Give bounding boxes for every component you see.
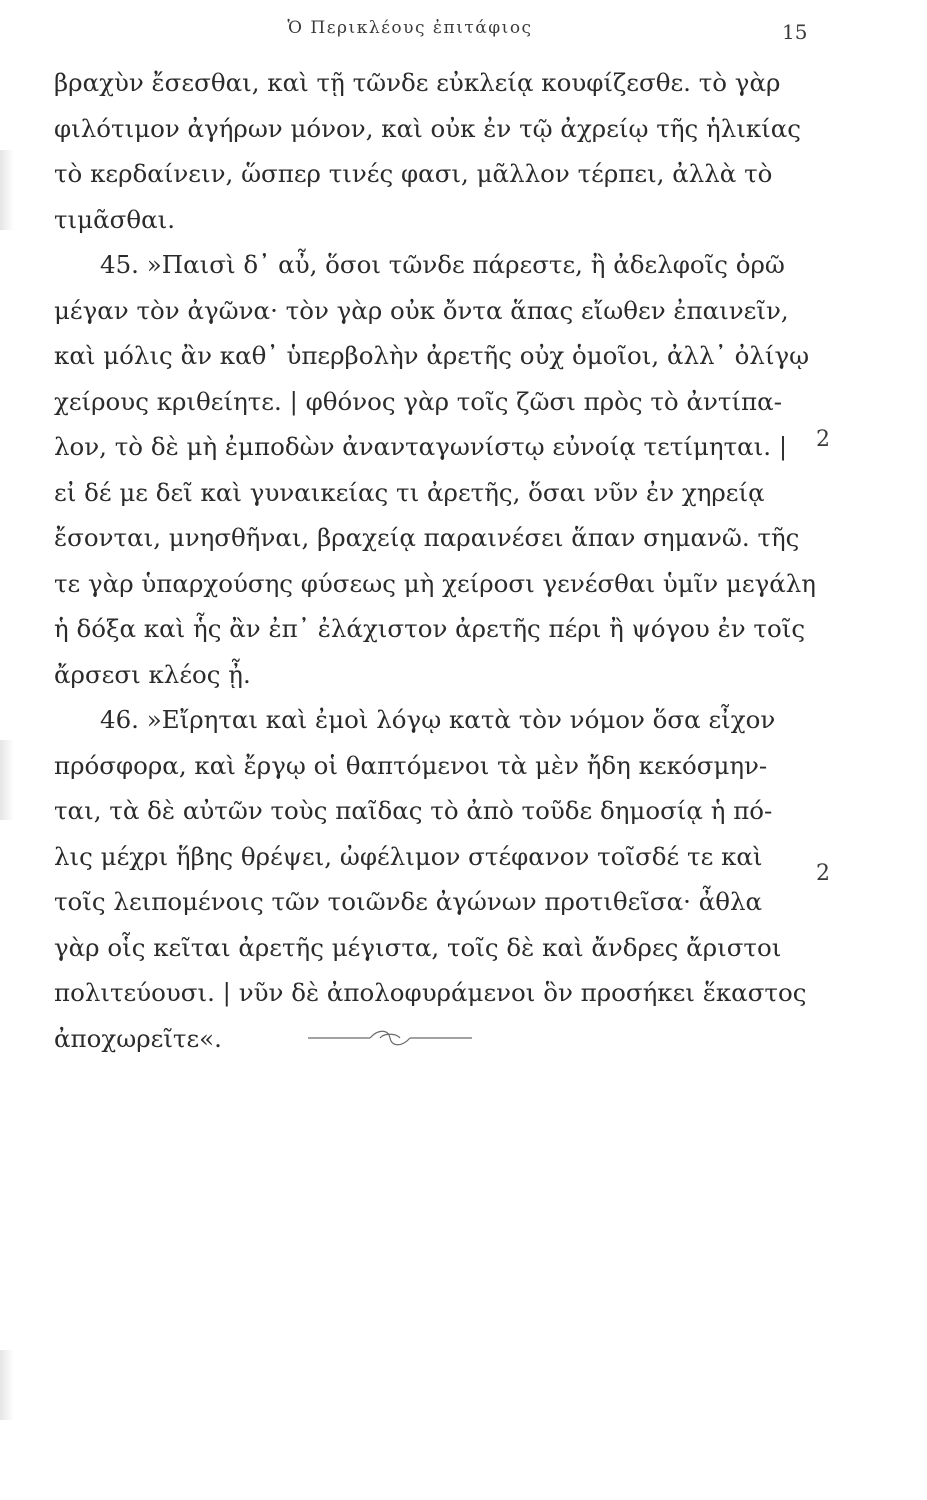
text-line: εἰ δέ με δεῖ καὶ γυναικείας τι ἀρετῆς, ὅσαι νῦν ἐν χηρείᾳ: [54, 477, 765, 507]
text-line: τὸ κερδαίνειν, ὥσπερ τινές φασι, μᾶλλον τέρπει, ἀλλὰ τὸ: [54, 159, 773, 188]
text-line: μέγαν τὸν ἀγῶνα· τὸν γὰρ οὐκ ὄντα ἅπας εἴωθεν ἐπαινεῖν,: [54, 295, 789, 325]
text-line: λις μέχρι ἥβης θρέψει, ὠφέλιμον στέφανον τοῖσδέ τε καὶ: [54, 841, 763, 871]
page-number: 15: [782, 20, 808, 44]
body-text: [54, 60, 814, 1061]
margin-number: 2: [816, 427, 830, 452]
margin-number: 2: [816, 861, 830, 886]
text-line: γὰρ οἷς κεῖται ἀρετῆς μέγιστα, τοῖς δὲ καὶ ἄνδρες ἄριστοι: [54, 932, 782, 962]
section-46-start: 46. »Εἴρηται καὶ ἐμοὶ λόγῳ κατὰ τὸν νόμον ὅσα εἶχον: [100, 705, 776, 734]
text-line: τιμᾶσθαι.: [54, 204, 176, 234]
page-edge-shadow: [0, 150, 14, 230]
text-line: ἄρσεσι κλέος ᾖ.: [54, 659, 251, 689]
text-line: ἡ δόξα καὶ ἧς ἂν ἐπ᾽ ἐλάχιστον ἀρετῆς πέρι ἢ ψόγου ἐν τοῖς: [54, 614, 806, 643]
page-edge-shadow: [0, 740, 14, 820]
text-line: καὶ μόλις ἂν καθ᾽ ὑπερβολὴν ἀρετῆς οὐχ ὁμοῖοι, ἀλλ᾽ ὀλίγῳ: [54, 341, 810, 370]
text-line: λον, τὸ δὲ μὴ ἐμποδὼν ἀνανταγωνίστῳ εὐνοίᾳ τετίμηται. |: [54, 432, 788, 461]
text-line: πολιτεύουσι. | νῦν δὲ ἀπολοφυράμενοι ὃν προσήκει ἕκαστος: [54, 978, 807, 1007]
page-edge-shadow: [0, 1350, 14, 1420]
text-line: πρόσφορα, καὶ ἔργῳ οἱ θαπτόμενοι τὰ μὲν ἤδη κεκόσμην-: [54, 750, 768, 780]
text-line: ἀποχωρεῖτε«.: [54, 1023, 222, 1053]
text-line: φιλότιμον ἀγήρων μόνον, καὶ οὐκ ἐν τῷ ἀχρείῳ τῆς ἡλικίας: [54, 113, 802, 143]
ornament-divider: [300, 1025, 480, 1051]
running-title: Ὁ Περικλέους ἐπιτάφιος: [287, 18, 533, 38]
text-line: τε γὰρ ὑπαρχούσης φύσεως μὴ χείροσι γενέσθαι ὑμῖν μεγάλη: [54, 568, 816, 598]
text-line: τοῖς λειπομένοις τῶν τοιῶνδε ἀγώνων προτιθεῖσα· ἆθλα: [54, 887, 763, 916]
text-line: βραχὺν ἔσεσθαι, καὶ τῇ τῶνδε εὐκλείᾳ κουφίζεσθε. τὸ γὰρ: [54, 68, 781, 97]
section-45-start: 45. »Παισὶ δ᾽ αὖ, ὅσοι τῶνδε πάρεστε, ἢ ἀδελφοῖς ὁρῶ: [100, 250, 785, 279]
text-line: ἔσονται, μνησθῆναι, βραχείᾳ παραινέσει ἅπαν σημανῶ. τῆς: [54, 523, 800, 552]
text-line: χείρους κριθείητε. | φθόνος γὰρ τοῖς ζῶσι πρὸς τὸ ἀντίπα-: [54, 386, 782, 416]
text-line: ται, τὰ δὲ αὐτῶν τοὺς παῖδας τὸ ἀπὸ τοῦδε δημοσίᾳ ἡ πό-: [54, 796, 773, 825]
